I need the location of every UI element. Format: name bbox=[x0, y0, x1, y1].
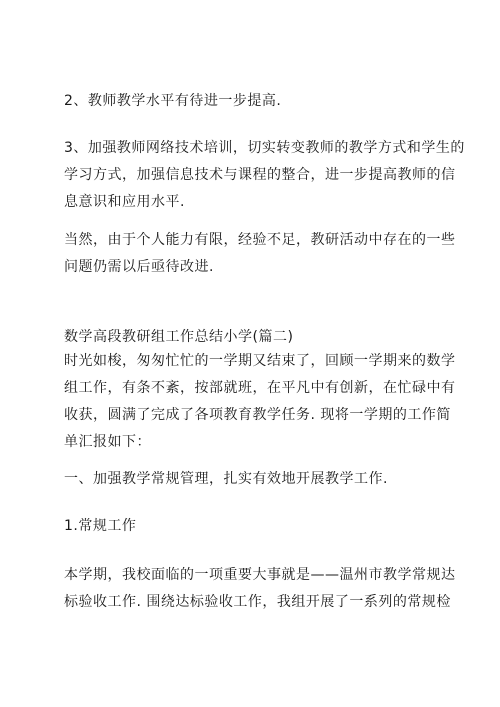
heading-level-2 bbox=[64, 513, 444, 540]
paragraph-intro bbox=[64, 348, 456, 456]
text-line: 息意识和应用水平. bbox=[64, 194, 185, 210]
text-line: 本学期，我校面临的一项重要大事就是——温州市教学常规达 bbox=[64, 567, 456, 583]
text-line: 标验收工作. 围绕达标验收工作，我组开展了一系列的常规检 bbox=[64, 594, 451, 610]
paragraph-routine bbox=[64, 562, 456, 616]
paragraph-item-2 bbox=[64, 88, 444, 115]
text-line: 3、加强教师网络技术培训，切实转变教师的教学方式和学生的 bbox=[64, 140, 465, 156]
heading-text: 1.常规工作 bbox=[64, 518, 137, 534]
text-line: 单汇报如下： bbox=[64, 434, 151, 450]
text-line: 问题仍需以后亟待改进. bbox=[64, 259, 214, 275]
heading-text: 一、加强教学常规管理，扎实有效地开展教学工作. bbox=[64, 471, 388, 487]
text-line: 2、教师教学水平有待进一步提高. bbox=[64, 93, 282, 109]
paragraph-conclusion bbox=[64, 227, 456, 281]
text-line: 收获，圆满了完成了各项教育教学任务. 现将一学期的工作简 bbox=[64, 407, 451, 423]
text-line: 组工作，有条不紊，按部就班，在平凡中有创新，在忙碌中有 bbox=[64, 380, 456, 396]
text-line: 学习方式，加强信息技术与课程的整合，进一步提高教师的信 bbox=[64, 167, 456, 183]
text-line: 当然，由于个人能力有限，经验不足，教研活动中存在的一些 bbox=[64, 232, 456, 248]
heading-level-1 bbox=[64, 466, 444, 493]
section-title bbox=[64, 324, 444, 351]
section-title-text: 数学高段教研组工作总结小学(篇二) bbox=[64, 329, 294, 345]
text-line: 时光如梭，匆匆忙忙的一学期又结束了，回顾一学期来的数学 bbox=[64, 353, 456, 369]
paragraph-item-3 bbox=[64, 135, 465, 216]
